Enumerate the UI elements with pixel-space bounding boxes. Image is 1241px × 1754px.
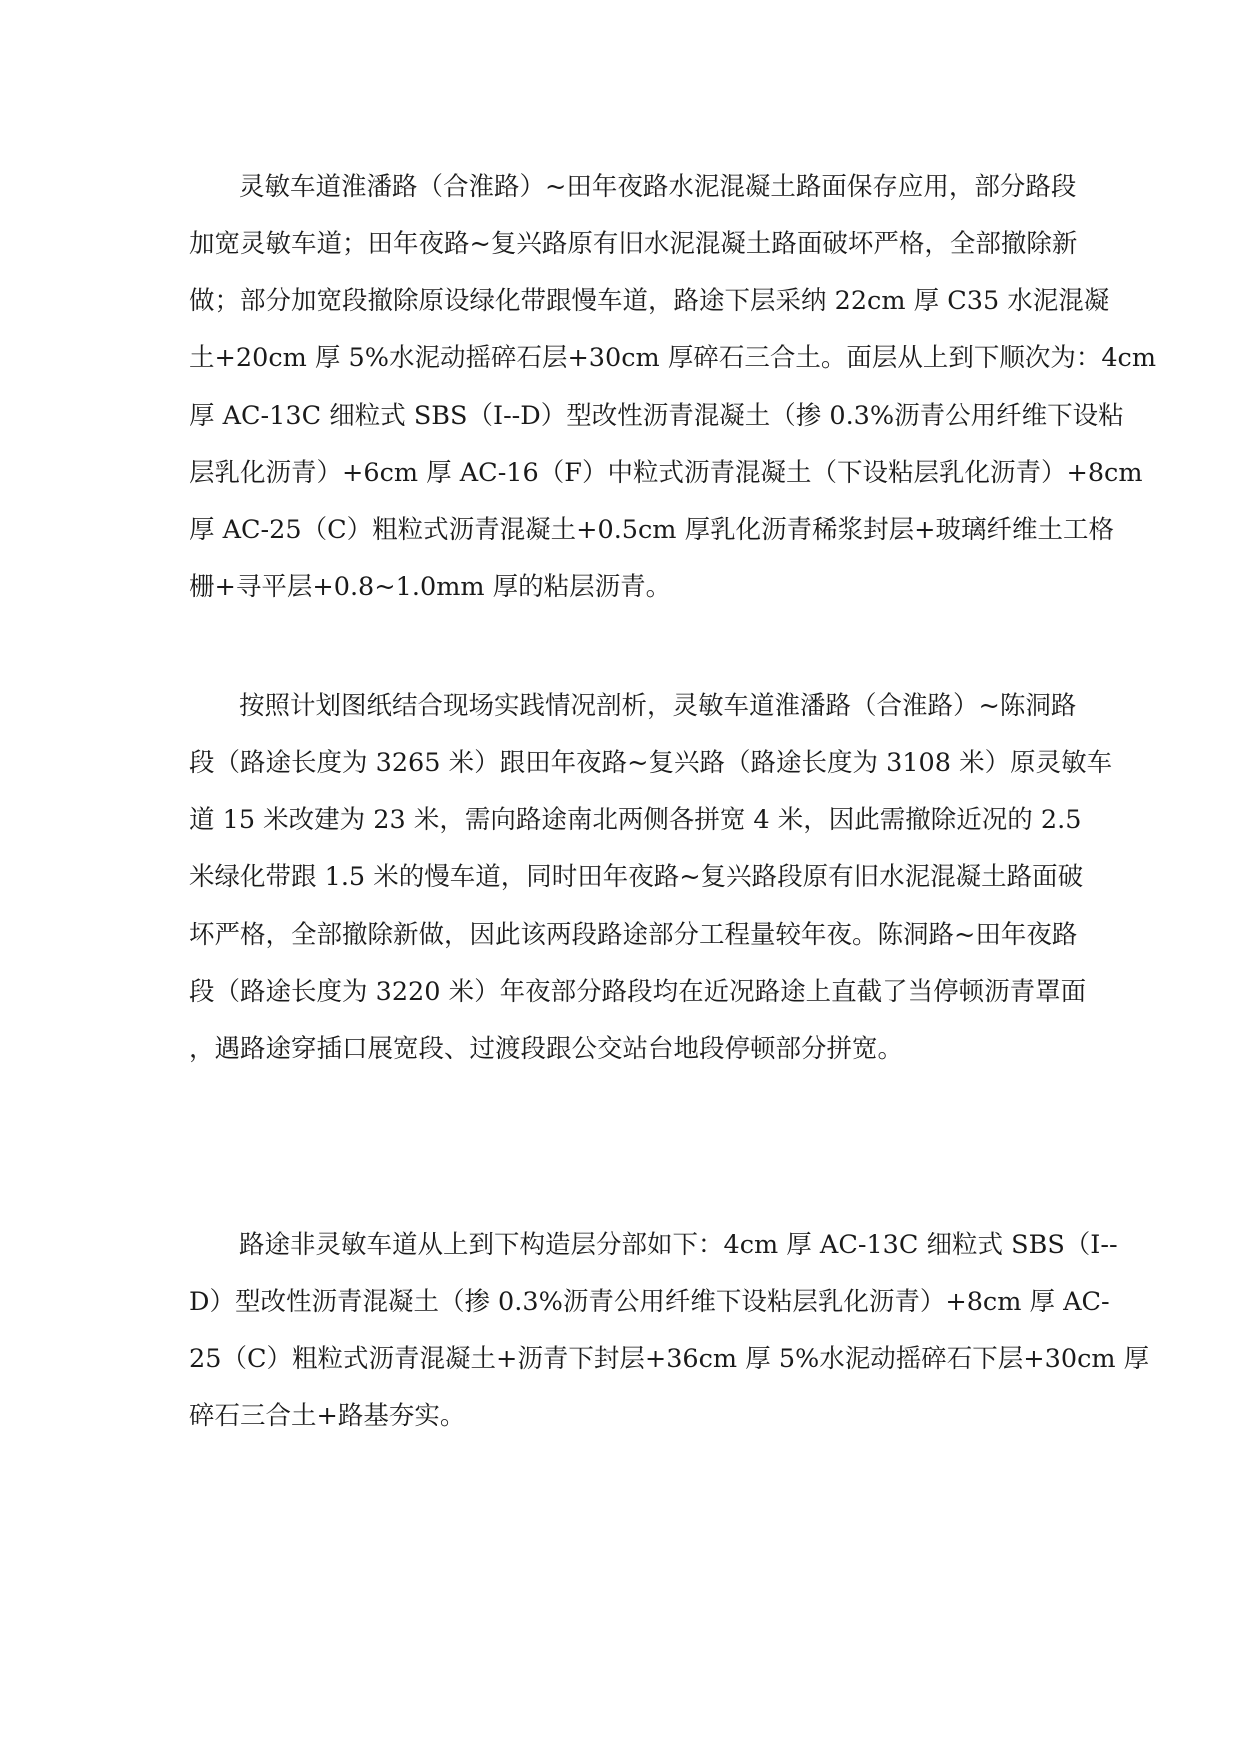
paragraph-line: 按照计划图纸结合现场实践情况剖析，灵敏车道淮潘路（合淮路）~陈洞路 bbox=[239, 691, 1077, 721]
paragraph-line: 碎石三合土+路基夯实。 bbox=[189, 1401, 466, 1431]
paragraph-line: 层乳化沥青）+6cm 厚 AC-16（F）中粒式沥青混凝土（下设粘层乳化沥青）+8cm bbox=[189, 458, 1143, 488]
paragraph-line: 25（C）粗粒式沥青混凝土+沥青下封层+36cm 厚 5%水泥动摇碎石下层+30cm 厚 bbox=[189, 1344, 1150, 1374]
paragraph-line: 做；部分加宽段撤除原设绿化带跟慢车道，路途下层采纳 22cm 厚 C35 水泥混凝 bbox=[189, 286, 1110, 316]
paragraph-line: 米绿化带跟 1.5 米的慢车道，同时田年夜路~复兴路段原有旧水泥混凝土路面破 bbox=[189, 862, 1084, 892]
paragraph-line: 道 15 米改建为 23 米，需向路途南北两侧各拼宽 4 米，因此需撤除近况的 2.5 bbox=[189, 805, 1082, 835]
paragraph-line: 段（路途长度为 3220 米）年夜部分路段均在近况路途上直截了当停顿沥青罩面 bbox=[189, 977, 1087, 1007]
paragraph-line: 加宽灵敏车道；田年夜路~复兴路原有旧水泥混凝土路面破坏严格，全部撤除新 bbox=[189, 229, 1078, 259]
paragraph-line: 厚 AC-25（C）粗粒式沥青混凝土+0.5cm 厚乳化沥青稀浆封层+玻璃纤维土工格 bbox=[189, 515, 1114, 545]
paragraph-line: ，遇路途穿插口展宽段、过渡段跟公交站台地段停顿部分拼宽。 bbox=[189, 1034, 904, 1064]
paragraph-line: 坏严格，全部撤除新做，因此该两段路途部分工程量较年夜。陈洞路~田年夜路 bbox=[189, 920, 1078, 950]
paragraph-line: 灵敏车道淮潘路（合淮路）~田年夜路水泥混凝土路面保存应用，部分路段 bbox=[239, 172, 1077, 202]
paragraph-line: 路途非灵敏车道从上到下构造层分部如下：4cm 厚 AC-13C 细粒式 SBS（I-- bbox=[239, 1230, 1118, 1260]
paragraph-line: 段（路途长度为 3265 米）跟田年夜路~复兴路（路途长度为 3108 米）原灵敏车 bbox=[189, 748, 1113, 778]
paragraph-line: 厚 AC-13C 细粒式 SBS（I--D）型改性沥青混凝土（掺 0.3%沥青公用纤维下设粘 bbox=[189, 401, 1124, 431]
paragraph-line: 土+20cm 厚 5%水泥动摇碎石层+30cm 厚碎石三合土。面层从上到下顺次为：4cm bbox=[189, 343, 1157, 373]
paragraph-line: D）型改性沥青混凝土（掺 0.3%沥青公用纤维下设粘层乳化沥青）+8cm 厚 AC- bbox=[189, 1287, 1110, 1317]
paragraph-line: 栅+寻平层+0.8~1.0mm 厚的粘层沥青。 bbox=[189, 572, 672, 602]
